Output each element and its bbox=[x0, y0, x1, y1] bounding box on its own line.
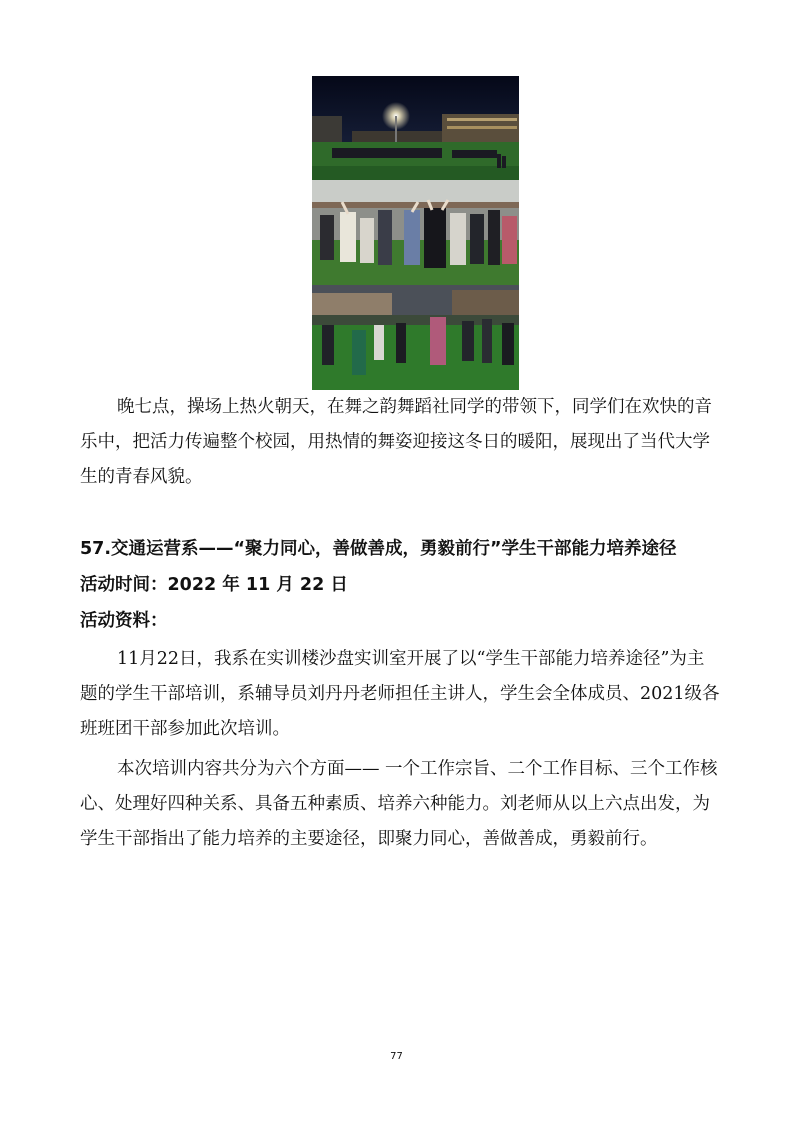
activity-time: 活动时间：2022 年 11 月 22 日 bbox=[80, 575, 348, 595]
paragraph-evening-dance bbox=[80, 390, 720, 495]
paragraph-training-intro bbox=[80, 642, 720, 747]
paragraph-training-content-text: 本次培训内容共分为六个方面—— 一个工作宗旨、二个工作目标、三个工作核心、处理好四种关系、具备五种素质、培养六种能力。刘老师从以上六点出发，为学生干部指出了能力培养的主要途径，即聚力同心，善做善成，勇毅前行。 bbox=[80, 759, 718, 849]
night-campus-playground-photo bbox=[312, 76, 519, 180]
paragraph-evening-text: 晚七点，操场上热火朝天，在舞之韵舞蹈社同学的带领下，同学们在欢快的音乐中，把活力传遍整个校园，用热情的舞姿迎接这冬日的暖阳，展现出了当代大学生的青春风貌。 bbox=[80, 397, 712, 487]
section-title: 57.交通运营系——“聚力同心，善做善成，勇毅前行”学生干部能力培养途径 bbox=[80, 539, 677, 559]
students-dancing-arms-raised-photo bbox=[312, 180, 519, 285]
activity-material-label: 活动资料： bbox=[80, 611, 168, 631]
page-number: 77 bbox=[390, 1051, 403, 1062]
paragraph-training-content bbox=[80, 752, 720, 857]
students-dancing-on-field-photo bbox=[312, 285, 519, 390]
paragraph-training-intro-text: 11月22日，我系在实训楼沙盘实训室开展了以“学生干部能力培养途径”为主题的学生干部培训，系辅导员刘丹丹老师担任主讲人，学生会全体成员、2021级各班班团干部参加此次培训。 bbox=[80, 649, 720, 739]
